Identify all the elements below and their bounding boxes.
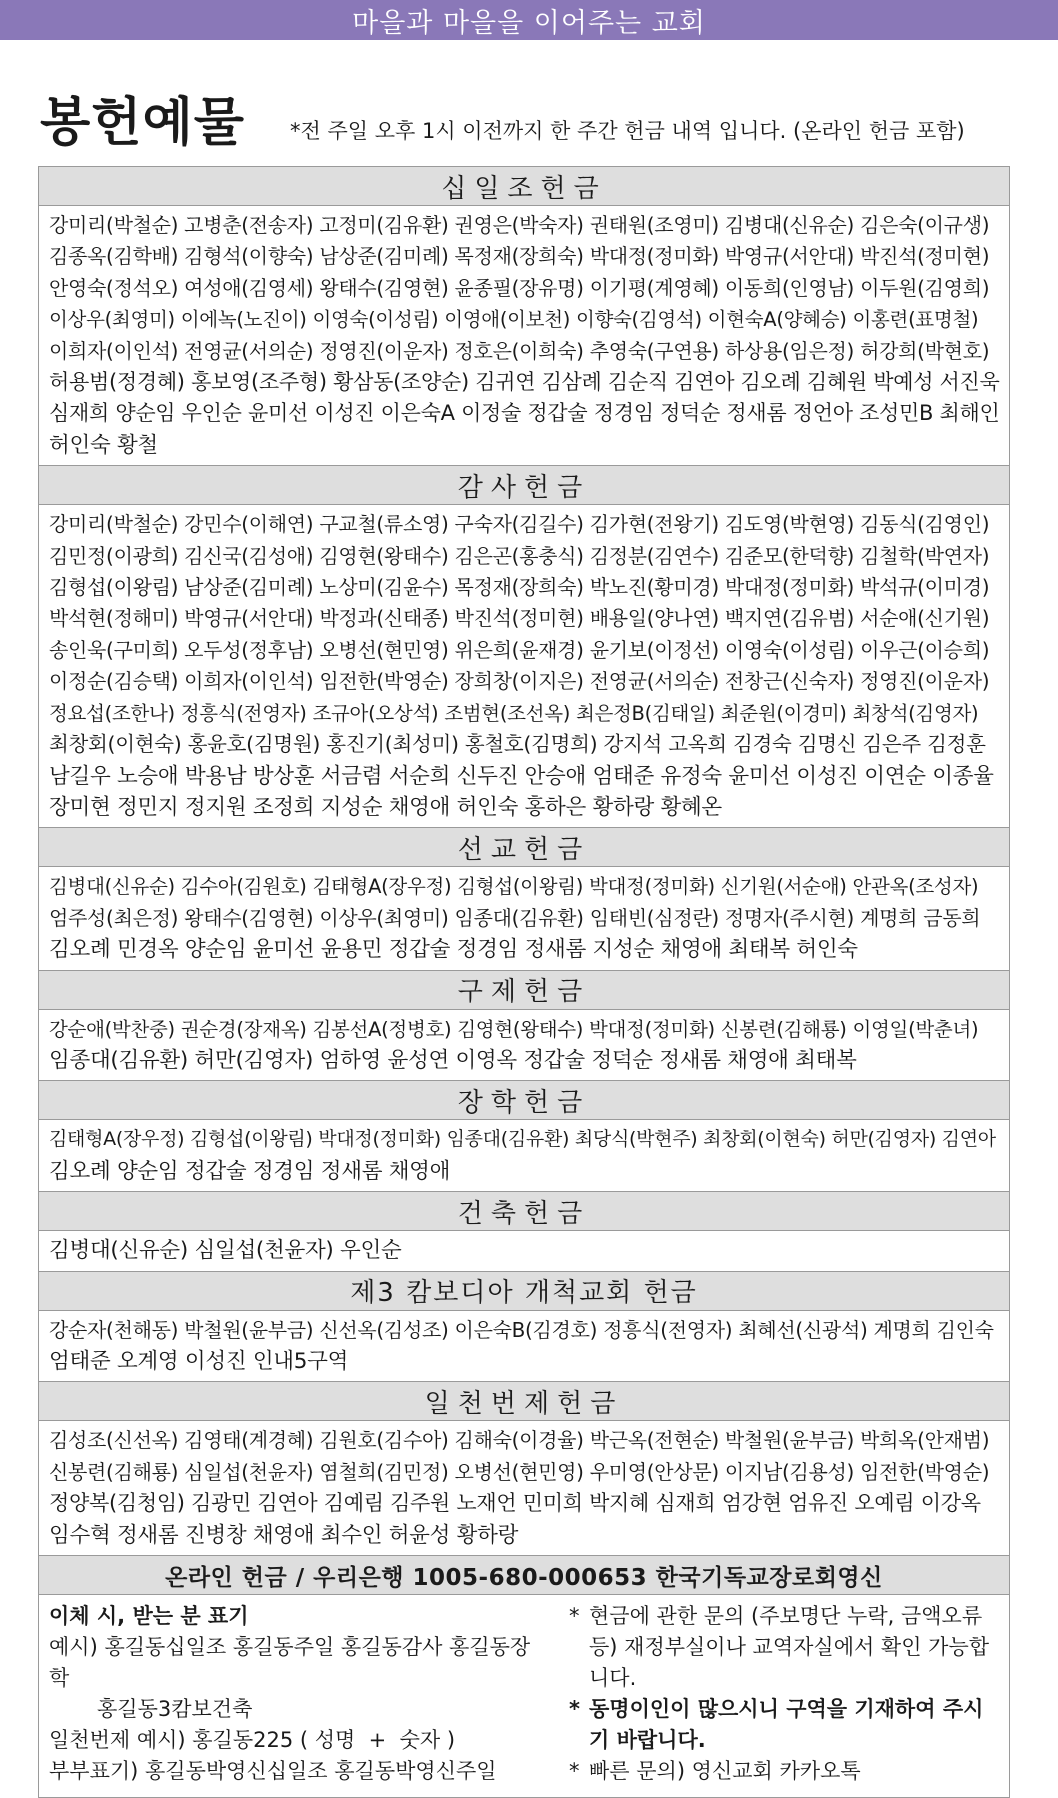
name-line: 이정순(김승택) 이희자(이인석) 임전한(박영순) 장희창(이지은) 전영균(서의순) 전창근(신숙자) 정영진(이운자) xyxy=(49,669,990,694)
name-line: 김형섭(이왕림) 남상준(김미례) 노상미(김윤수) 목정재(장희숙) 박노진(황미경) 박대정(정미화) 박석규(이미경) xyxy=(49,575,990,600)
name-line: 송인욱(구미희) 오두성(정후남) 오병선(현민영) 위은희(윤재경) 윤기보(이정선) 이영숙(이성림) 이우근(이승희) xyxy=(49,637,990,662)
section-header: 일천번제헌금 xyxy=(39,1382,1009,1421)
transfer-heading: 이체 시, 받는 분 표기 xyxy=(49,1604,249,1628)
subtitle-note: *전 주일 오후 1시 이전까지 한 주간 헌금 내역 입니다. (온라인 헌금 포함) xyxy=(290,119,965,143)
name-line: 임종대(김유환) 허만(김영자) 엄하영 윤성연 이영옥 정갑술 정덕순 정새롬 채영애 최태복 xyxy=(49,1047,857,1073)
section-header: 십일조헌금 xyxy=(39,167,1009,206)
example-2: 일천번제 예시) 홍길동225 ( 성명 + 숫자 ) xyxy=(49,1728,456,1752)
name-line: 심재희 양순임 우인순 윤미선 이성진 이은숙A 이정술 정갑술 정경임 정덕순 정새롬 정언아 조성민B 최해인 xyxy=(49,401,1000,426)
name-line: 김오례 양순임 정갑술 정경임 정새롬 채영애 xyxy=(49,1158,451,1184)
name-line: 허인숙 황철 xyxy=(49,432,158,458)
section-names xyxy=(39,505,1009,828)
name-line: 김병대(신유순) 김수아(김원호) 김태형A(장우정) 김형섭(이왕림) 박대정(정미화) 신기원(서순애) 안관옥(조성자) xyxy=(49,875,979,899)
note-kakaotalk: * 빠른 문의) 영신교회 카카오톡 xyxy=(569,1759,861,1783)
note-same-name: * 동명이인이 많으시니 구역을 기재하여 주시기 바랍니다. xyxy=(569,1697,984,1752)
name-line: 엄주성(최은정) 왕태수(김영현) 이상우(최영미) 임종대(김유환) 임태빈(심정란) 정명자(주시현) 계명희 금동희 xyxy=(49,905,981,930)
name-line: 김민정(이광희) 김신국(김성애) 김영현(왕태수) 김은곤(홍충식) 김정분(김연수) 김준모(한덕향) 김철학(박연자) xyxy=(49,543,990,568)
example-1-cont: 홍길동3캄보건축 xyxy=(97,1697,253,1721)
offering-sections xyxy=(39,167,1009,1556)
section-header: 건축헌금 xyxy=(39,1192,1009,1231)
section-names xyxy=(39,1120,1009,1192)
name-line: 박석현(정해미) 박영규(서안대) 박정과(신태종) 박진석(정미현) 배용일(양나연) 백지연(김유범) 서순애(신기원) xyxy=(49,606,990,631)
online-info xyxy=(39,1595,1009,1798)
name-line: 장미현 정민지 정지원 조정희 지성순 채영애 허인숙 홍하은 황하랑 황혜온 xyxy=(49,794,722,820)
name-line: 남길우 노승애 박용남 방상훈 서금렴 서순희 신두진 안승애 엄태준 유정숙 윤미선 이성진 이연순 이종율 xyxy=(49,763,994,789)
section-names xyxy=(39,206,1009,466)
section-names xyxy=(39,1231,1009,1271)
section-names xyxy=(39,1421,1009,1556)
name-line: 이희자(이인석) 전영균(서의순) 정영진(이운자) 정호은(이희숙) 추영숙(구연용) 하상용(임은정) 허강희(박현호) xyxy=(49,338,990,363)
name-line: 김병대(신유순) 심일섭(천윤자) 우인순 xyxy=(49,1238,402,1264)
section-names xyxy=(39,1311,1009,1383)
name-line: 강미리(박철순) 강민수(이해연) 구교철(류소영) 구숙자(김길수) 김가현(전왕기) 김도영(박현영) 김동식(김영인) xyxy=(49,512,990,537)
name-line: 김오례 민경옥 양순임 윤미선 윤용민 정갑술 정경임 정새롬 지성순 채영애 최태복 허인숙 xyxy=(49,937,858,963)
name-line: 임수혁 정새롬 진병창 채영애 최수인 허윤성 황하랑 xyxy=(49,1522,519,1548)
name-line: 최창회(이현숙) 홍윤호(김명원) 홍진기(최성미) 홍철호(김명희) 강지석 고옥희 김경숙 김명신 김은주 김정훈 xyxy=(49,732,986,757)
section-header: 장학헌금 xyxy=(39,1081,1009,1120)
name-line: 김태형A(장우정) 김형섭(이왕림) 박대정(정미화) 임종대(김유환) 최당식(박현주) 최창회(이현숙) 허만(김영자) 김연아 xyxy=(49,1128,996,1151)
example-1: 예시) 홍길동십일조 홍길동주일 홍길동감사 홍길동장학 xyxy=(49,1635,531,1690)
example-3: 부부표기) 홍길동박영신십일조 홍길동박영신주일 xyxy=(49,1759,497,1783)
name-line: 신봉련(김해룡) 심일섭(천윤자) 염철희(김민정) 오병선(현민영) 우미영(안상문) 이지남(김용성) 임전한(박영순) xyxy=(49,1459,990,1484)
inquiry-notes xyxy=(549,1601,999,1787)
name-line: 강순애(박찬중) 권순경(장재옥) 김봉선A(정병호) 김영현(왕태수) 박대정(정미화) 신봉련(김해룡) 이영일(박춘녀) xyxy=(49,1017,979,1041)
section-header: 선교헌금 xyxy=(39,828,1009,867)
name-line: 김종옥(김학배) 김형석(이향숙) 남상준(김미례) 목정재(장희숙) 박대정(정미화) 박영규(서안대) 박진석(정미현) xyxy=(49,244,990,269)
name-line: 정양복(김청임) 김광민 김연아 김예림 김주원 노재언 민미희 박지혜 심재희 엄강현 엄유진 오예림 이강옥 xyxy=(49,1491,981,1516)
transfer-instructions xyxy=(49,1601,549,1787)
page-title: 봉헌예물 xyxy=(40,92,245,153)
name-line: 정요섭(조한나) 정흥식(전영자) 조규아(오상석) 조범현(조선옥) 최은정B(김태일) 최준원(이경미) 최창석(김영자) xyxy=(49,701,979,725)
name-line: 안영숙(정석오) 여성애(김영세) 왕태수(김영현) 윤종필(장유명) 이기평(계영혜) 이동희(인영남) 이두원(김영희) xyxy=(49,275,990,300)
note-inquiry: * 현금에 관한 문의 (주보명단 누락, 금액오류 등) 재정부실이나 교역자실에서 확인 가능합니다. xyxy=(569,1604,990,1690)
name-line: 엄태준 오계영 이성진 인내5구역 xyxy=(49,1348,349,1374)
name-line: 강순자(천해동) 박철원(윤부금) 신선옥(김성조) 이은숙B(김경호) 정흥식(전영자) 최혜선(신광석) 계명희 김인숙 xyxy=(49,1317,994,1342)
section-names xyxy=(39,867,1009,970)
offering-table xyxy=(38,166,1010,1798)
section-header: 구제헌금 xyxy=(39,971,1009,1010)
name-line: 김성조(신선옥) 김영태(계경혜) 김원호(김수아) 김해숙(이경율) 박근옥(전현순) 박철원(윤부금) 박희옥(안재범) xyxy=(49,1428,990,1453)
online-offering-header: 온라인 헌금 / 우리은행 1005-680-000653 한국기독교장로회영신 xyxy=(39,1556,1009,1595)
name-line: 허용범(정경혜) 홍보영(조주형) 황삼동(조양순) 김귀연 김삼례 김순직 김연아 김오례 김혜원 박예성 서진욱 xyxy=(49,370,1000,395)
section-header: 감사헌금 xyxy=(39,466,1009,505)
section-header: 제3 캄보디아 개척교회 헌금 xyxy=(39,1272,1009,1311)
name-line: 이상우(최영미) 이에녹(노진이) 이영숙(이성림) 이영애(이보천) 이향숙(김영석) 이현숙A(양혜승) 이홍련(표명철) xyxy=(49,308,979,332)
section-names xyxy=(39,1010,1009,1082)
top-banner: 마을과 마을을 이어주는 교회 xyxy=(0,0,1058,40)
name-line: 강미리(박철순) 고병춘(전송자) 고정미(김유환) 권영은(박숙자) 권태원(조영미) 김병대(신유순) 김은숙(이규생) xyxy=(49,213,990,237)
